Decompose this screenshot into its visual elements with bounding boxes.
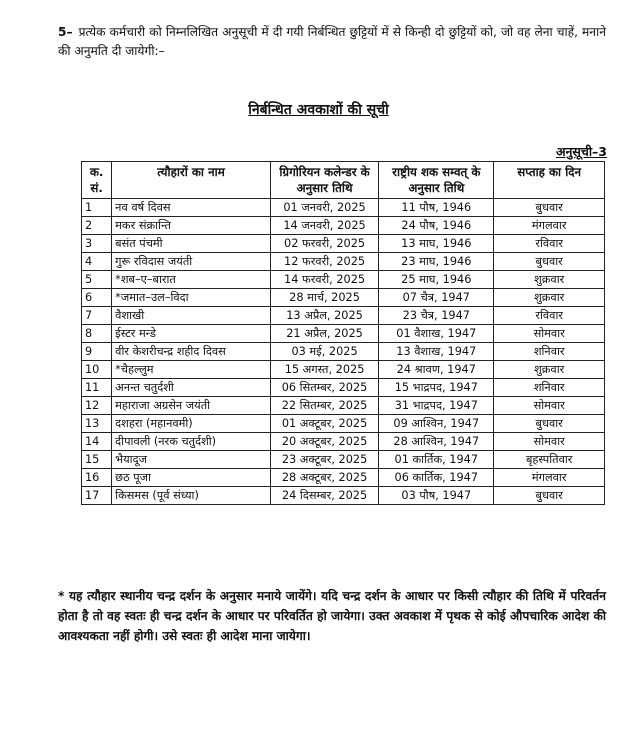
table-row bbox=[82, 325, 605, 343]
cell-shaka-date: 13 वैशाख, 1947 bbox=[379, 343, 494, 361]
table-row bbox=[82, 433, 605, 451]
table-row bbox=[82, 199, 605, 217]
table-row bbox=[82, 361, 605, 379]
cell-serial-number: 4 bbox=[82, 253, 112, 271]
cell-gregorian-date: 01 जनवरी, 2025 bbox=[270, 199, 378, 217]
cell-weekday: शनिवार bbox=[494, 379, 605, 397]
cell-shaka-date: 28 आश्विन, 1947 bbox=[379, 433, 494, 451]
cell-weekday: सोमवार bbox=[494, 325, 605, 343]
cell-weekday: बुधवार bbox=[494, 487, 605, 505]
cell-shaka-date: 31 भाद्रपद, 1947 bbox=[379, 397, 494, 415]
cell-serial-number: 5 bbox=[82, 271, 112, 289]
table-row bbox=[82, 397, 605, 415]
table-row bbox=[82, 217, 605, 235]
cell-shaka-date: 15 भाद्रपद, 1947 bbox=[379, 379, 494, 397]
paragraph-number: 5– bbox=[58, 25, 73, 39]
cell-gregorian-date: 22 सितम्बर, 2025 bbox=[270, 397, 378, 415]
cell-festival-name: वीर केशरीचन्द्र शहीद दिवस bbox=[112, 343, 271, 361]
header-festival-name: त्यौहारों का नाम bbox=[112, 162, 271, 199]
cell-shaka-date: 24 श्रावण, 1947 bbox=[379, 361, 494, 379]
cell-gregorian-date: 28 मार्च, 2025 bbox=[270, 289, 378, 307]
cell-gregorian-date: 03 मई, 2025 bbox=[270, 343, 378, 361]
cell-weekday: बुधवार bbox=[494, 415, 605, 433]
cell-serial-number: 17 bbox=[82, 487, 112, 505]
cell-festival-name: मकर संक्रान्ति bbox=[112, 217, 271, 235]
cell-weekday: बृहस्पतिवार bbox=[494, 451, 605, 469]
cell-gregorian-date: 20 अक्टूबर, 2025 bbox=[270, 433, 378, 451]
table-row bbox=[82, 487, 605, 505]
cell-serial-number: 14 bbox=[82, 433, 112, 451]
cell-serial-number: 8 bbox=[82, 325, 112, 343]
cell-festival-name: वैशाखी bbox=[112, 307, 271, 325]
footnote-paragraph: * यह त्यौहार स्थानीय चन्द्र दर्शन के अनुसार मनाये जायेंगे। यदि चन्द्र दर्शन के आधार पर किसी त्यौहार की तिथि में परिवर्तन होता है तो वह स्वतः ही चन्द्र दर्शन के आधार पर परिवर्तित हो जायेगा। उक्त अवकाश में पृथक से कोई औपचारिक आदेश की आवश्यकता नहीं होगी। उसे स्वतः ही आदेश माना जायेगा। bbox=[58, 589, 606, 643]
table-row bbox=[82, 253, 605, 271]
header-gregorian-date: ग्रिगोरियन कलेन्डर के अनुसार तिथि bbox=[270, 162, 378, 199]
cell-festival-name: अनन्त चतुर्दशी bbox=[112, 379, 271, 397]
intro-paragraph-text: प्रत्येक कर्मचारी को निम्नलिखित अनुसूची में दी गयी निर्बन्धित छुट्टियों में से किन्ही दो छुट्टियों को, जो वह लेना चाहें, मनाने की अनुमति दी जायेगी:– bbox=[58, 25, 606, 58]
cell-weekday: मंगलवार bbox=[494, 469, 605, 487]
cell-festival-name: ईस्टर मन्डे bbox=[112, 325, 271, 343]
cell-festival-name: किसमस (पूर्व संध्या) bbox=[112, 487, 271, 505]
cell-weekday: शुक्रवार bbox=[494, 289, 605, 307]
intro-paragraph bbox=[58, 23, 606, 61]
cell-gregorian-date: 13 अप्रैल, 2025 bbox=[270, 307, 378, 325]
cell-gregorian-date: 14 जनवरी, 2025 bbox=[270, 217, 378, 235]
cell-shaka-date: 13 माघ, 1946 bbox=[379, 235, 494, 253]
header-shaka-date: राष्ट्रीय शक सम्वत् के अनुसार तिथि bbox=[379, 162, 494, 199]
cell-serial-number: 16 bbox=[82, 469, 112, 487]
cell-shaka-date: 07 चैत्र, 1947 bbox=[379, 289, 494, 307]
cell-shaka-date: 03 पौष, 1947 bbox=[379, 487, 494, 505]
cell-gregorian-date: 21 अप्रैल, 2025 bbox=[270, 325, 378, 343]
cell-gregorian-date: 24 दिसम्बर, 2025 bbox=[270, 487, 378, 505]
table-row bbox=[82, 289, 605, 307]
cell-weekday: मंगलवार bbox=[494, 217, 605, 235]
table-row bbox=[82, 271, 605, 289]
cell-shaka-date: 01 वैशाख, 1947 bbox=[379, 325, 494, 343]
cell-festival-name: दीपावली (नरक चतुर्दशी) bbox=[112, 433, 271, 451]
cell-serial-number: 11 bbox=[82, 379, 112, 397]
table-row bbox=[82, 451, 605, 469]
cell-festival-name: महाराजा अग्रसेन जयंती bbox=[112, 397, 271, 415]
cell-festival-name: नव वर्ष दिवस bbox=[112, 199, 271, 217]
cell-gregorian-date: 12 फरवरी, 2025 bbox=[270, 253, 378, 271]
schedule-title: निर्बन्धित अवकाशों की सूची bbox=[248, 102, 389, 118]
cell-festival-name: बसंत पंचमी bbox=[112, 235, 271, 253]
cell-serial-number: 10 bbox=[82, 361, 112, 379]
table-row bbox=[82, 307, 605, 325]
cell-shaka-date: 23 चैत्र, 1947 bbox=[379, 307, 494, 325]
cell-serial-number: 15 bbox=[82, 451, 112, 469]
cell-gregorian-date: 14 फरवरी, 2025 bbox=[270, 271, 378, 289]
cell-festival-name: *चैहल्लुम bbox=[112, 361, 271, 379]
cell-shaka-date: 25 माघ, 1946 bbox=[379, 271, 494, 289]
cell-weekday: शुक्रवार bbox=[494, 361, 605, 379]
cell-gregorian-date: 01 अक्टूबर, 2025 bbox=[270, 415, 378, 433]
cell-serial-number: 12 bbox=[82, 397, 112, 415]
cell-gregorian-date: 28 अक्टूबर, 2025 bbox=[270, 469, 378, 487]
cell-shaka-date: 01 कार्तिक, 1947 bbox=[379, 451, 494, 469]
cell-serial-number: 3 bbox=[82, 235, 112, 253]
cell-shaka-date: 09 आश्विन, 1947 bbox=[379, 415, 494, 433]
cell-gregorian-date: 06 सितम्बर, 2025 bbox=[270, 379, 378, 397]
cell-serial-number: 6 bbox=[82, 289, 112, 307]
cell-festival-name: दशहरा (महानवमी) bbox=[112, 415, 271, 433]
table-row bbox=[82, 235, 605, 253]
cell-shaka-date: 23 माघ, 1946 bbox=[379, 253, 494, 271]
cell-festival-name: गुरू रविदास जयंती bbox=[112, 253, 271, 271]
cell-weekday: शनिवार bbox=[494, 343, 605, 361]
table-row bbox=[82, 469, 605, 487]
cell-serial-number: 2 bbox=[82, 217, 112, 235]
cell-shaka-date: 24 पौष, 1946 bbox=[379, 217, 494, 235]
cell-weekday: रविवार bbox=[494, 307, 605, 325]
cell-serial-number: 9 bbox=[82, 343, 112, 361]
table-row bbox=[82, 343, 605, 361]
cell-weekday: बुधवार bbox=[494, 199, 605, 217]
holiday-table bbox=[81, 161, 605, 505]
cell-festival-name: भैयादूज bbox=[112, 451, 271, 469]
table-row bbox=[82, 379, 605, 397]
header-serial-number: क. सं. bbox=[82, 162, 112, 199]
cell-weekday: रविवार bbox=[494, 235, 605, 253]
cell-gregorian-date: 23 अक्टूबर, 2025 bbox=[270, 451, 378, 469]
table-header-row bbox=[82, 162, 605, 199]
cell-shaka-date: 11 पौष, 1946 bbox=[379, 199, 494, 217]
cell-weekday: सोमवार bbox=[494, 433, 605, 451]
cell-gregorian-date: 15 अगस्त, 2025 bbox=[270, 361, 378, 379]
table-body bbox=[82, 199, 605, 505]
cell-festival-name: *जमात–उल–विदा bbox=[112, 289, 271, 307]
annex-label: अनुसूची–3 bbox=[555, 144, 607, 159]
cell-weekday: शुक्रवार bbox=[494, 271, 605, 289]
cell-festival-name: छठ पूजा bbox=[112, 469, 271, 487]
header-weekday: सप्ताह का दिन bbox=[494, 162, 605, 199]
cell-gregorian-date: 02 फरवरी, 2025 bbox=[270, 235, 378, 253]
table-row bbox=[82, 415, 605, 433]
cell-serial-number: 7 bbox=[82, 307, 112, 325]
cell-shaka-date: 06 कार्तिक, 1947 bbox=[379, 469, 494, 487]
cell-weekday: बुधवार bbox=[494, 253, 605, 271]
cell-serial-number: 13 bbox=[82, 415, 112, 433]
cell-serial-number: 1 bbox=[82, 199, 112, 217]
cell-festival-name: *शब–ए–बारात bbox=[112, 271, 271, 289]
cell-weekday: सोमवार bbox=[494, 397, 605, 415]
